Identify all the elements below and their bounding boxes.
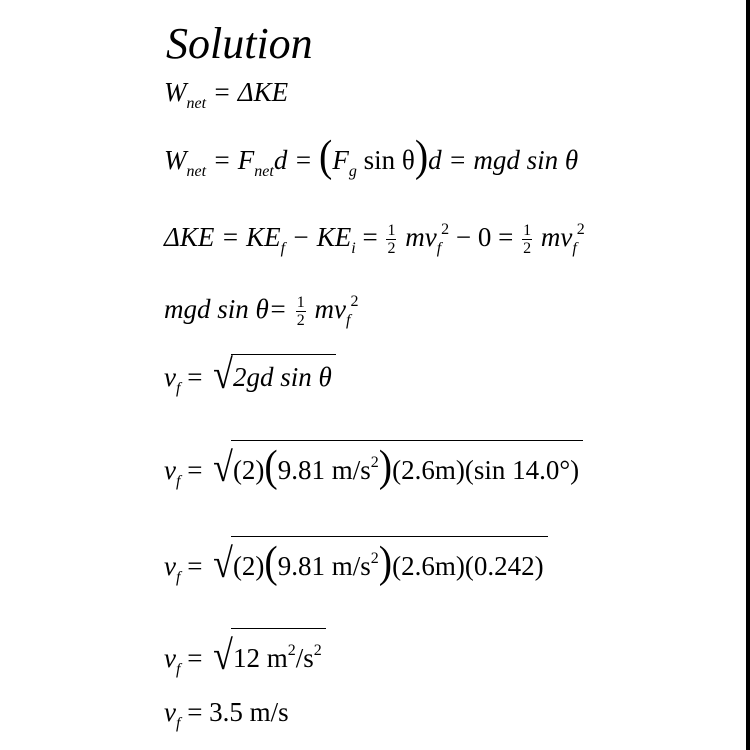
eq6-v-sub: f — [175, 473, 181, 490]
eq3-half2-num: 1 — [523, 222, 532, 240]
eq7-right-paren: ) — [378, 536, 393, 587]
equation-net-work — [164, 130, 579, 192]
eq3-sq2: 2 — [576, 221, 585, 238]
eq7-v-sub: f — [175, 569, 181, 586]
eq6-r3: (2.6m)(sin 14.0°) — [392, 455, 580, 485]
eq7-r3: (2.6m)(0.242) — [392, 551, 544, 581]
eq7-r2: 9.81 m/s — [277, 551, 371, 581]
eq6-r2: 9.81 m/s — [277, 455, 371, 485]
eq6-eq: = — [180, 455, 210, 485]
eq4-sq: 2 — [350, 293, 359, 310]
eq6-left-paren: ( — [264, 440, 278, 491]
eq8-v: v — [164, 643, 176, 673]
page-title: Solution — [166, 19, 313, 68]
equation-delta-ke — [164, 210, 585, 269]
eq4-half-fraction — [296, 294, 306, 329]
eq4-half-num: 1 — [296, 294, 305, 312]
eq6-v: v — [164, 455, 176, 485]
equation-work-energy — [164, 72, 288, 124]
eq3-t3: = — [355, 222, 385, 252]
eq3-half-fraction — [386, 222, 396, 257]
eq2-fg-sub: g — [348, 163, 357, 180]
eq8-r2: /s — [295, 643, 314, 673]
eq2-w-sub: net — [186, 163, 207, 180]
eq1-w: W — [164, 77, 187, 107]
eq8-radicand — [231, 628, 326, 678]
eq8-r1: 12 m — [232, 643, 288, 673]
eq2-t2: d = — [273, 145, 320, 175]
radical-icon: √ — [213, 444, 233, 490]
eq2-t1: = F — [206, 145, 255, 175]
eq4-half-den: 2 — [296, 312, 305, 330]
equation-vf-substituted — [164, 440, 583, 502]
eq7-r1: (2) — [232, 551, 265, 581]
eq3-t6: mv — [534, 222, 573, 252]
equation-vf-result — [164, 692, 289, 744]
right-border — [746, 0, 750, 750]
eq6-radicand — [231, 440, 583, 490]
eq5-v-sub: f — [175, 380, 181, 397]
eq3-sq1: 2 — [441, 221, 450, 238]
eq6-r1: (2) — [232, 455, 265, 485]
equation-vf-simplified — [164, 628, 326, 690]
eq3-half2-den: 2 — [523, 240, 532, 258]
eq7-sq: 2 — [370, 550, 379, 567]
equation-vf-evaluated — [164, 536, 548, 598]
eq2-fnet-sub: net — [254, 163, 274, 180]
eq2-t3: d = mgd sin θ — [428, 145, 579, 175]
eq1-rhs: = ΔKE — [206, 77, 289, 107]
eq8-sq2: 2 — [313, 642, 322, 659]
eq8-eq: = — [180, 643, 210, 673]
radical-icon: √ — [213, 351, 233, 397]
eq3-t1: ΔKE = KE — [164, 222, 281, 252]
eq9-rhs: = 3.5 m/s — [180, 697, 289, 727]
equation-vf-symbolic — [164, 351, 336, 409]
eq3-vf2-sub: f — [572, 240, 577, 257]
eq4-t1: mgd sin θ= — [164, 294, 294, 324]
eq8-sq1: 2 — [287, 642, 296, 659]
eq7-left-paren: ( — [264, 536, 278, 587]
eq2-w: W — [164, 145, 187, 175]
eq2-left-paren: ( — [319, 130, 333, 181]
eq7-v: v — [164, 551, 176, 581]
eq2-sin: sin θ — [356, 145, 415, 175]
eq8-v-sub: f — [175, 661, 181, 678]
eq2-right-paren: ) — [414, 130, 429, 181]
equation-energy-balance — [164, 282, 358, 341]
eq3-half-den: 2 — [387, 240, 396, 258]
eq3-t4: mv — [398, 222, 437, 252]
eq6-sq: 2 — [370, 454, 379, 471]
eq5-radicand: 2gd sin θ — [231, 354, 336, 397]
eq3-kef-sub: f — [280, 240, 286, 257]
eq5-eq: = — [180, 362, 210, 392]
radical-icon: √ — [213, 632, 233, 678]
eq3-half-num: 1 — [387, 222, 396, 240]
eq4-t2: mv — [307, 294, 346, 324]
eq4-vf-sub: f — [345, 312, 351, 329]
eq3-kei-sub: i — [351, 240, 356, 257]
eq3-t5: − 0 = — [449, 222, 521, 252]
eq9-v: v — [164, 697, 176, 727]
eq3-half2-fraction — [522, 222, 532, 257]
eq6-right-paren: ) — [378, 440, 393, 491]
eq7-radicand — [231, 536, 548, 586]
eq3-t2: − KE — [285, 222, 352, 252]
radical-icon: √ — [213, 540, 233, 586]
eq2-fg: F — [332, 145, 349, 175]
eq1-sub: net — [186, 95, 207, 112]
eq3-vf1-sub: f — [436, 240, 442, 257]
eq5-v: v — [164, 362, 176, 392]
eq7-eq: = — [180, 551, 210, 581]
eq9-v-sub: f — [175, 715, 181, 732]
